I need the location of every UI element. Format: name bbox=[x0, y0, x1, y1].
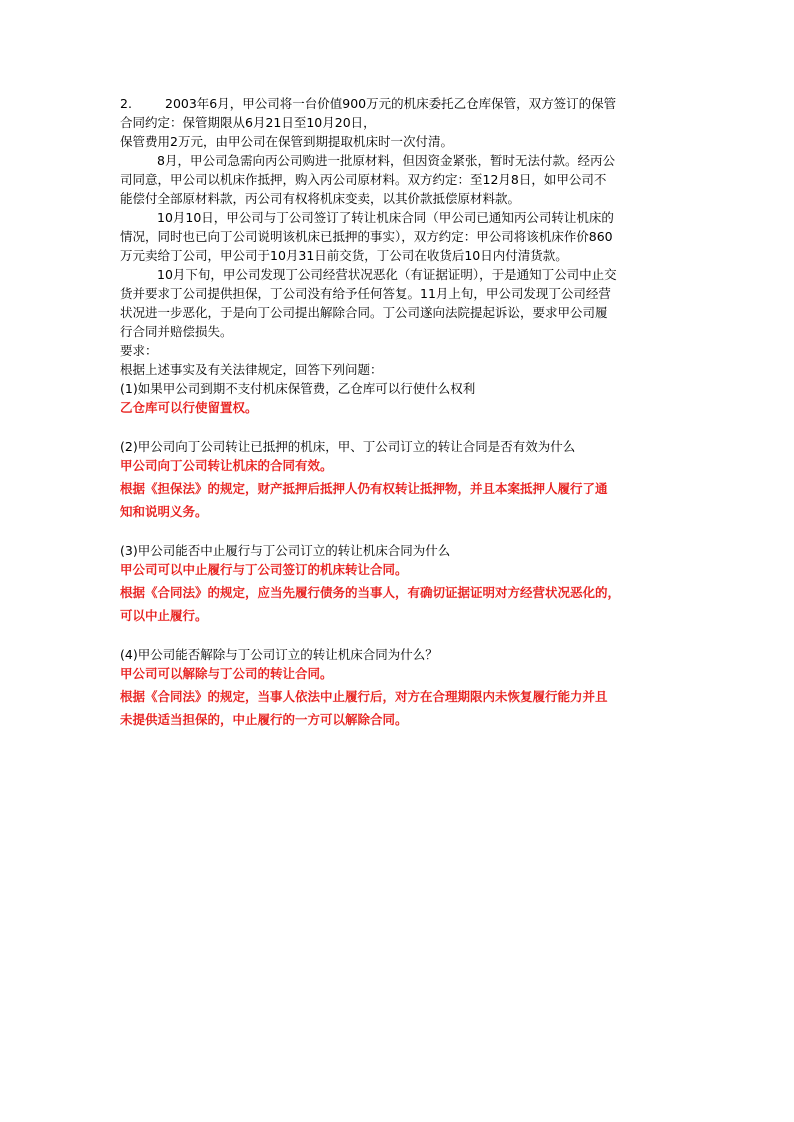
problem-line: 保管费用2万元，由甲公司在保管到期提取机床时一次付清。 bbox=[120, 134, 453, 149]
answer-4-reason: 根据《合同法》的规定，当事人依法中止履行后，对方在合理期限内未恢复履行能力并且 bbox=[120, 689, 608, 704]
problem-line: 10月下旬，甲公司发现丁公司经营状况恶化（有证据证明），于是通知丁公司中止交 bbox=[157, 267, 617, 282]
question-3: (3)甲公司能否中止履行与丁公司订立的转让机床合同为什么 bbox=[120, 543, 451, 558]
problem-line: 状况进一步恶化，于是向丁公司提出解除合同。丁公司遂向法院提起诉讼，要求甲公司履 bbox=[120, 305, 608, 320]
problem-line: 货并要求丁公司提供担保，丁公司没有给予任何答复。11月上旬，甲公司发现丁公司经营 bbox=[120, 286, 611, 301]
answer-3-reason: 可以中止履行。 bbox=[120, 608, 208, 623]
problem-line: 司同意，甲公司以机床作抵押，购入丙公司原材料。双方约定：至12月8日，如甲公司不 bbox=[120, 172, 607, 187]
question-4: (4)甲公司能否解除与丁公司订立的转让机床合同为什么？ bbox=[120, 647, 438, 662]
answer-4-reason: 未提供适当担保的，中止履行的一方可以解除合同。 bbox=[120, 712, 408, 727]
problem-number: 2. bbox=[120, 96, 132, 111]
problem-line: 合同约定：保管期限从6月21日至10月20日， bbox=[120, 115, 376, 130]
question-1: (1)如果甲公司到期不支付机床保管费，乙仓库可以行使什么权利 bbox=[120, 381, 476, 396]
requirement-label: 要求： bbox=[120, 343, 158, 358]
requirement-intro: 根据上述事实及有关法律规定，回答下列问题： bbox=[120, 362, 383, 377]
answer-2-reason: 知和说明义务。 bbox=[120, 504, 208, 519]
answer-3-reason: 根据《合同法》的规定，应当先履行债务的当事人，有确切证据证明对方经营状况恶化的， bbox=[120, 585, 621, 600]
problem-line: 情况，同时也已向丁公司说明该机床已抵押的事实），双方约定：甲公司将该机床作价860 bbox=[120, 229, 613, 244]
answer-2-reason: 根据《担保法》的规定，财产抵押后抵押人仍有权转让抵押物，并且本案抵押人履行了通 bbox=[120, 481, 608, 496]
answer-4: 甲公司可以解除与丁公司的转让合同。 bbox=[120, 666, 333, 681]
problem-line: 10月10日，甲公司与丁公司签订了转让机床合同（甲公司已通知丙公司转让机床的 bbox=[157, 210, 614, 225]
problem-line: 8月，甲公司急需向丙公司购进一批原材料，但因资金紧张，暂时无法付款。经丙公 bbox=[157, 153, 615, 168]
problem-line: 万元卖给丁公司，甲公司于10月31日前交货，丁公司在收货后10日内付清货款。 bbox=[120, 248, 568, 263]
problem-line: 能偿付全部原材料款，丙公司有权将机床变卖，以其价款抵偿原材料款。 bbox=[120, 191, 521, 206]
answer-1: 乙仓库可以行使留置权。 bbox=[120, 400, 258, 415]
problem-line: 2. 2003年6月，甲公司将一台价值900万元的机床委托乙仓库保管，双方签订的保管 bbox=[120, 96, 617, 111]
answer-3: 甲公司可以中止履行与丁公司签订的机床转让合同。 bbox=[120, 562, 408, 577]
question-2: (2)甲公司向丁公司转让已抵押的机床，甲、丁公司订立的转让合同是否有效为什么 bbox=[120, 439, 576, 454]
answer-2: 甲公司向丁公司转让机床的合同有效。 bbox=[120, 458, 333, 473]
document-body bbox=[120, 94, 660, 729]
problem-line: 行合同并赔偿损失。 bbox=[120, 324, 233, 339]
